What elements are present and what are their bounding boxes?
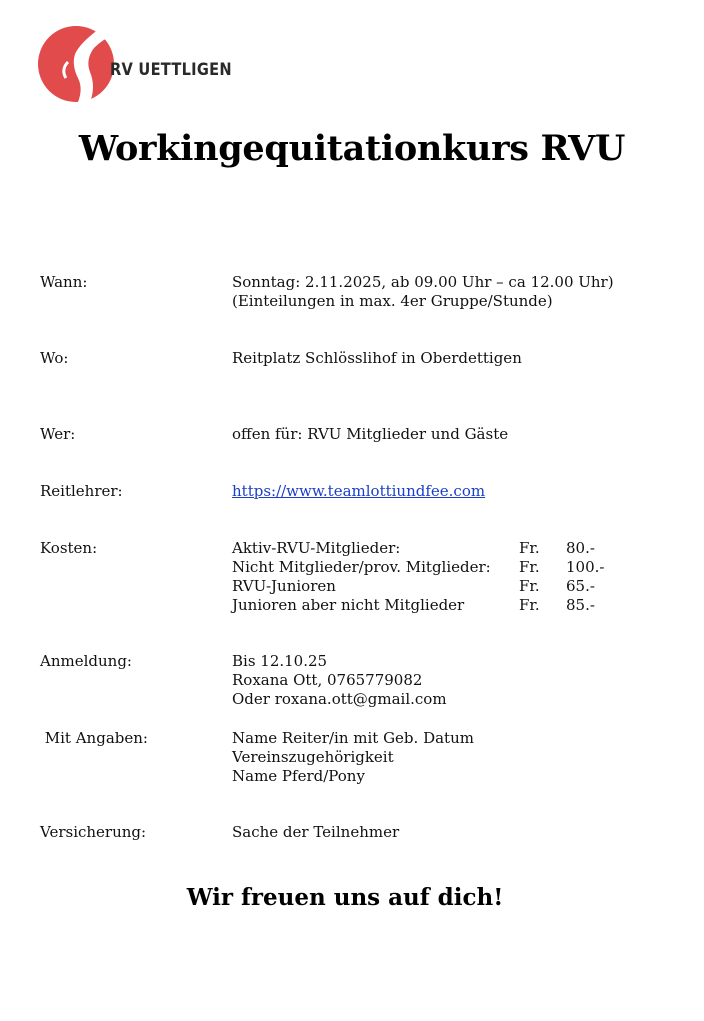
- closing-message: Wir freuen uns auf dich!: [186, 884, 504, 911]
- fee-currency: Fr.: [519, 596, 540, 614]
- fee-amount: 80.-: [566, 539, 595, 557]
- fee-row: [232, 558, 652, 577]
- anmeldung-line: Roxana Ott, 0765779082: [232, 671, 423, 689]
- label-wann: Wann:: [40, 273, 88, 291]
- value-wann: [232, 273, 614, 311]
- value-angaben: [232, 729, 474, 786]
- fee-currency: Fr.: [519, 539, 540, 557]
- fee-name: RVU-Junioren: [232, 577, 336, 595]
- value-wer: offen für: RVU Mitglieder und Gäste: [232, 425, 509, 443]
- fee-name: Nicht Mitglieder/prov. Mitglieder:: [232, 558, 491, 576]
- fee-name: Junioren aber nicht Mitglieder: [232, 596, 465, 614]
- label-versicherung: Versicherung:: [40, 823, 147, 841]
- wann-line: Sonntag: 2.11.2025, ab 09.00 Uhr – ca 12.00 Uhr): [232, 273, 614, 291]
- club-logo: [38, 22, 118, 106]
- fee-amount: 100.-: [566, 558, 605, 576]
- label-kosten: Kosten:: [40, 539, 98, 557]
- teacher-link[interactable]: https://www.teamlottiundfee.com: [232, 482, 486, 500]
- fee-currency: Fr.: [519, 558, 540, 576]
- logo-text: RV UETTLIGEN: [110, 60, 232, 80]
- fee-amount: 65.-: [566, 577, 595, 595]
- label-angaben: Mit Angaben:: [40, 729, 148, 747]
- fee-name: Aktiv-RVU-Mitglieder:: [232, 539, 401, 557]
- label-anmeldung: Anmeldung:: [40, 652, 132, 670]
- fee-row: [232, 596, 652, 615]
- fee-row: [232, 577, 652, 596]
- anmeldung-line: Oder roxana.ott@gmail.com: [232, 690, 447, 708]
- angaben-line: Name Reiter/in mit Geb. Datum: [232, 729, 474, 747]
- label-wo: Wo:: [40, 349, 69, 367]
- fee-amount: 85.-: [566, 596, 595, 614]
- value-anmeldung: [232, 652, 447, 709]
- fee-row: [232, 539, 652, 558]
- label-reitlehrer: Reitlehrer:: [40, 482, 123, 500]
- angaben-line: Vereinszugehörigkeit: [232, 748, 394, 766]
- wann-line: (Einteilungen in max. 4er Gruppe/Stunde): [232, 292, 553, 310]
- label-wer: Wer:: [40, 425, 76, 443]
- page-title: Workingequitationkurs RVU: [78, 128, 626, 169]
- fee-currency: Fr.: [519, 577, 540, 595]
- value-versicherung: Sache der Teilnehmer: [232, 823, 400, 841]
- value-wo: Reitplatz Schlösslihof in Oberdettigen: [232, 349, 522, 367]
- angaben-line: Name Pferd/Pony: [232, 767, 365, 785]
- anmeldung-line: Bis 12.10.25: [232, 652, 328, 670]
- fee-table: [232, 539, 652, 615]
